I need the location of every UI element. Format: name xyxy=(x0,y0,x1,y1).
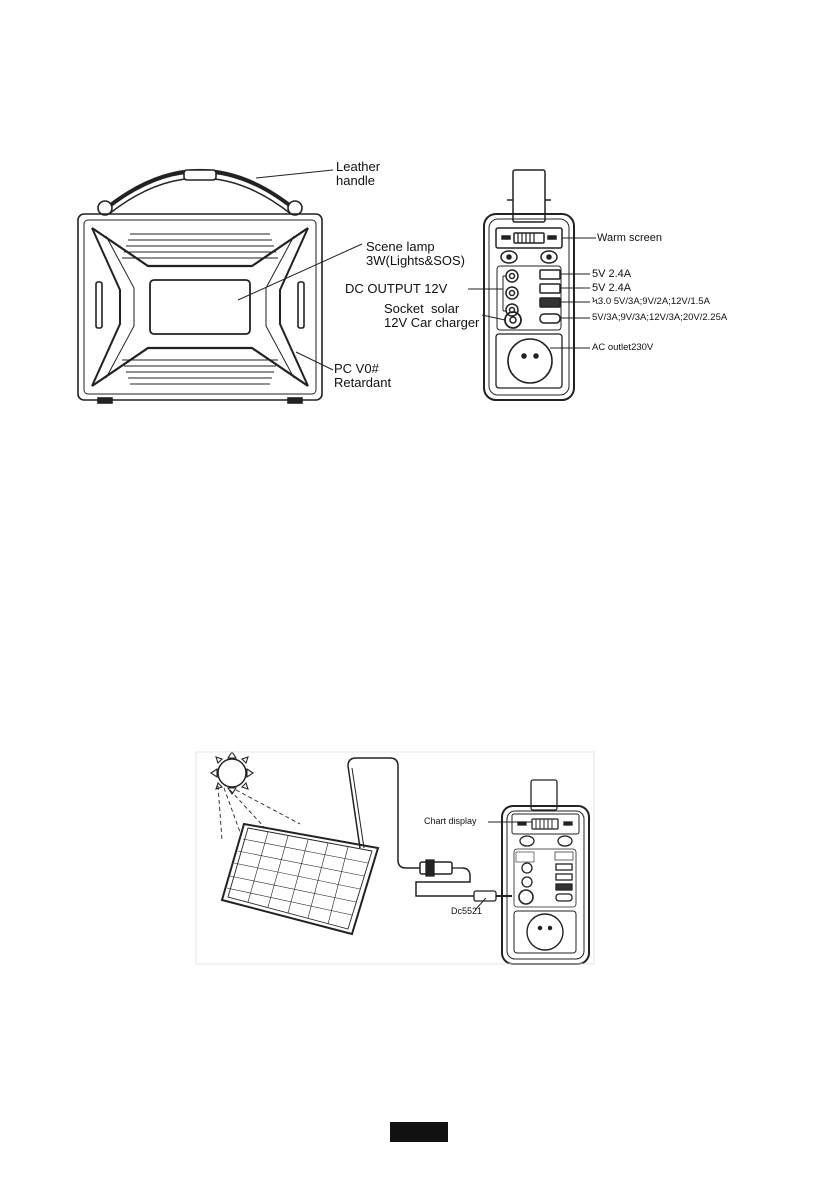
front-panel-drawing xyxy=(484,170,574,400)
leather-handle-line2: handle xyxy=(336,173,376,188)
scene-lamp-line1: Scene lamp xyxy=(366,239,435,254)
usb2-spec-label: 5V 2.4A xyxy=(592,282,632,294)
warm-screen-label: Warm screen xyxy=(597,232,662,244)
dc5521-label: Dc5521 xyxy=(451,906,483,916)
socket-solar-line2: 12V Car charger xyxy=(384,315,480,330)
chart-display-label: Chart display xyxy=(424,816,477,826)
ac-outlet-label: AC outlet230V xyxy=(592,342,654,353)
usb1-spec-label: 5V 2.4A xyxy=(592,268,632,280)
page-number-tab xyxy=(390,1122,448,1142)
dc-output-label: DC OUTPUT 12V xyxy=(345,281,448,296)
qc-spec-label: Ϟ3.0 5V/3A;9V/2A;12V/1.5A xyxy=(592,296,710,307)
solar-charging-drawing xyxy=(211,752,589,964)
side-view-drawing xyxy=(78,170,322,403)
socket-solar-line1: Socket solar xyxy=(384,301,460,316)
scene-lamp-label xyxy=(366,240,465,268)
typec-spec-label: 5V/3A;9V/3A;12V/3A;20V/2.25A xyxy=(592,312,728,323)
leather-handle-line1: Leather xyxy=(336,159,381,174)
socket-solar-label xyxy=(384,302,479,330)
pc-v0-line2: Retardant xyxy=(334,375,392,390)
leather-handle-label xyxy=(336,160,380,188)
pc-v0-line1: PC V0# xyxy=(334,361,379,376)
pc-v0-label xyxy=(334,362,391,390)
scene-lamp-line2: 3W(Lights&SOS) xyxy=(366,253,465,268)
